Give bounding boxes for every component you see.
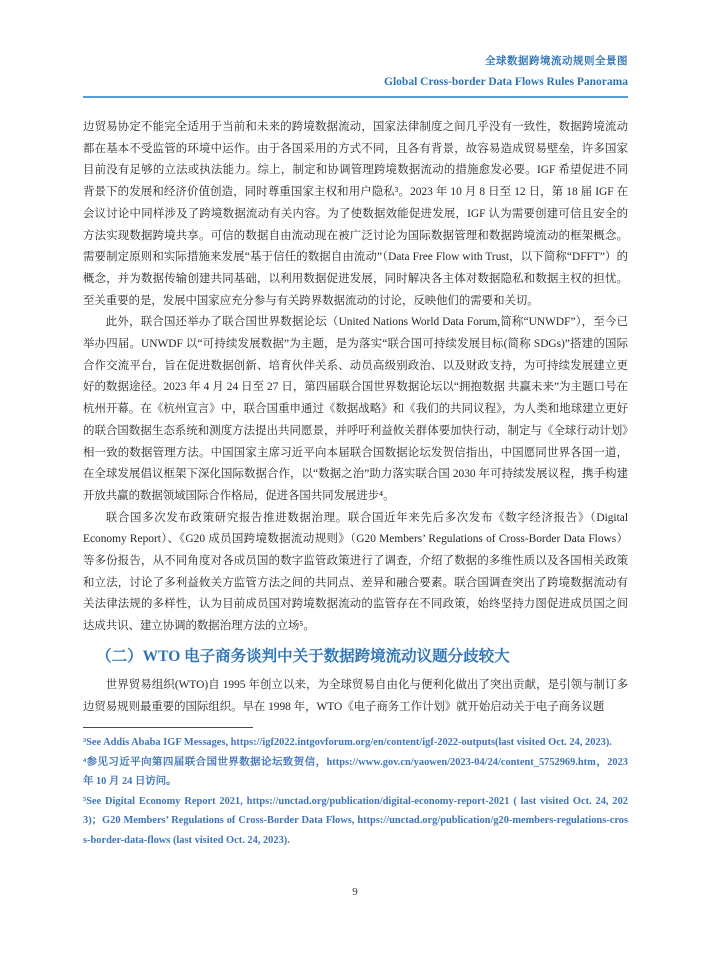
body-paragraph-2: 此外，联合国还举办了联合国世界数据论坛（United Nations World Data Forum,简称“UNWDF”），至今已举办四届。UNWDF 以“可持续发展数据”为主题，是为落实“联合国可持续发展目标(简称 SDGs)”搭建的国际合作交流平台，旨在促进数据创新、培育伙伴关系、动员高级别政治、以及财政支持，为可持续发展建立更好的数据途径。2023 年 4 月 24 日至 27 日，第四届联合国世界数据论坛以“拥抱数据 共赢未来”为主题口号在杭州开幕。在《杭州宣言》中，联合国重申通过《数据战略》和《我们的共同议程》，为人类和地球建立更好的联合国数据生态系统和测度方法提出共同愿景，并呼吁利益攸关群体要加快行动，制定与《全球行动计划》相一致的数据管理方法。中国国家主席习近平向本届联合国数据论坛发贺信指出，中国愿同世界各国一道，在全球发展倡议框架下深化国际数据合作，以“数据之治”助力落实联合国 2030 年可持续发展议程，携手构建开放共赢的数据领域国际合作格局，促进各国共同发展进步⁴。	[83, 316, 628, 502]
body-paragraph-1: 边贸易协定不能完全适用于当前和未来的跨境数据流动，国家法律制度之间几乎没有一致性，数据跨境流动都在基本不受监管的环境中运作。由于各国采用的方式不同，且各有背景，故容易造成贸易壁垒，许多国家目前没有足够的立法或执法能力。综上，制定和协调管理跨境数据流动的措施愈发必要。IGF 希望促进不同背景下的发展和经济价值创造，同时尊重国家主权和用户隐私³。2023 年 10 月 8 日至 12 日，第 18 届 IGF 在会议讨论中同样涉及了跨境数据流动有关内容。为了使数据效能促进发展，IGF 认为需要创建可信且安全的方法实现数据跨境共享。可信的数据自由流动现在被广泛讨论为国际数据管理和数据跨境流动的框架概念。需要制定原则和实际措施来发展“基于信任的数据自由流动”（Data Free Flow with Trust，以下简称“DFFT”）的概念，并为数据传输创建共同基础，以利用数据促进发展，同时解决各主体对数据隐私和数据主权的担忧。至关重要的是，发展中国家应充分参与有关跨界数据流动的讨论，反映他们的需要和关切。	[83, 121, 628, 307]
body-paragraph-4: 世界贸易组织(WTO)自 1995 年创立以来，为全球贸易自由化与便利化做出了突出贡献，是引领与制订多边贸易规则最重要的国际组织。早在 1998 年，WTO《电子商务工作计划》就开始启动关于电子商务议题	[83, 678, 628, 713]
footnote-5: ⁵See Digital Economy Report 2021, https://unctad.org/publication/digital-economy-report-2021 ( last visited Oct. 24, 2023)；G20 Members’ Regulations of Cross-Border Data Flows, https://unctad.org/publication/g20-members-regulations-cross-border-data-flows (last visited Oct. 24, 2023).	[83, 795, 628, 846]
document-body	[83, 117, 628, 718]
page-number: 9	[352, 886, 358, 898]
body-paragraph-3: 联合国多次发布政策研究报告推进数据治理。联合国近年来先后多次发布《数字经济报告》（Digital Economy Report）、《G20 成员国跨境数据流动规则》（G20 Members’ Regulations of Cross-Border Data Flows）等多份报告，从不同角度对各成员国的数字监管政策进行了调查，介绍了数据的多维性质以及各国相关政策和立法，讨论了多利益攸关方监管方法之间的共同点、差异和融合要素。联合国调查突出了跨境数据流动有关法律法规的多样性，认为目前成员国对跨境数据流动的监管存在不同政策，始终坚持力图促进成员国之间达成共识、建立协调的数据治理方法的立场⁵。	[83, 511, 628, 633]
footnote-separator	[83, 727, 253, 728]
page-header	[83, 54, 628, 98]
footnotes-section	[83, 727, 628, 850]
section-heading: （二）WTO 电子商务谈判中关于数据跨境流动议题分歧较大	[96, 647, 510, 665]
header-title-english: Global Cross-border Data Flows Rules Panorama	[384, 76, 628, 88]
footnote-3: ³See Addis Ababa IGF Messages, https://igf2022.intgovforum.org/en/content/igf-2022-outputs(last visited Oct. 24, 2023).	[83, 737, 612, 749]
header-title-chinese: 全球数据跨境流动规则全景图	[485, 56, 628, 67]
footnote-4: ⁴参见习近平向第四届联合国世界数据论坛致贺信，https://www.gov.cn/yaowen/2023-04/24/content_5752969.htm，2023 年 10 月 24 日访问。	[83, 756, 628, 788]
